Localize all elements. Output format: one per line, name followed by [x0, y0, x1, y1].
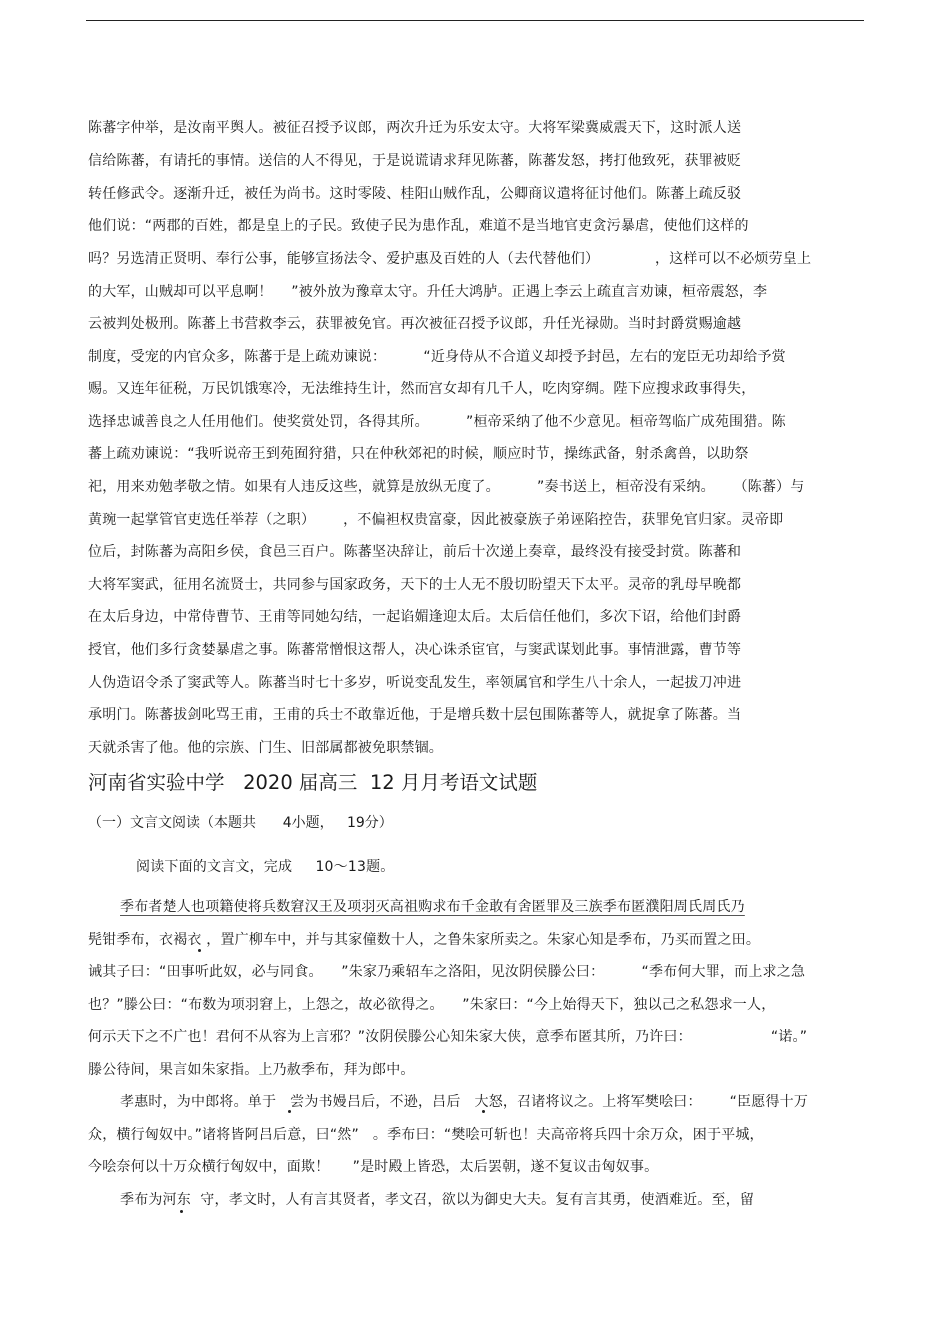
emphasis-dot: [288, 1110, 291, 1113]
translation-line: 承明门。陈蕃拔剑叱骂王甫，王甫的兵士不敢靠近他，于是增兵数十层包围陈蕃等人，就捉拿了陈蕃。当: [88, 707, 742, 723]
translation-line: 吗？另选清正贤明、奉行公事，能够宣扬法令、爱护惠及百姓的人（去代替他们） ，这样可以不必烦劳皇上: [88, 251, 812, 267]
passage-line: 众，横行匈奴中。”诸将皆阿吕后意，曰“然” 。季布曰：“樊哙可斩也！夫高帝将兵四十余万众，困于平城，: [88, 1127, 764, 1143]
translation-line: 选择忠诚善良之人任用他们。使奖赏处罚，各得其所。 ”桓帝采纳了他不少意见。桓帝驾临广成苑围猎。陈: [88, 414, 786, 430]
translation-line: 天就杀害了他。他的宗族、门生、旧部属都被免职禁锢。: [88, 740, 443, 756]
passage-line: 孝惠时，为中郎将。单于 尝为书嫚吕后，不逊，吕后 大怒，召诸将议之。上将军樊哙曰： “臣愿得十万: [120, 1094, 809, 1110]
instruction: 阅读下面的文言文，完成 10～13题。: [136, 859, 395, 875]
translation-line: 黄琬一起掌管官吏选任举荐（之职） ，不偏袒权贵富豪，因此被豪族子弟诬陷控告，获罪免官归家。灵帝即: [88, 512, 784, 528]
translation-line: 云被判处极刑。陈蕃上书营救李云，获罪被免官。再次被征召授予议郎，升任光禄勋。当时封爵赏赐逾越: [88, 316, 742, 332]
translation-line: 大将军窦武，征用名流贤士，共同参与国家政务，天下的士人无不殷切盼望天下太平。灵帝的乳母早晚都: [88, 577, 742, 593]
translation-line: 的大军，山贼却可以平息啊！ ”被外放为豫章太守。升任大鸿胪。正遇上李云上疏直言劝谏，桓帝震怒，李: [88, 284, 768, 300]
emphasis-dot: [482, 1110, 485, 1113]
translation-line: 陈蕃字仲举，是汝南平舆人。被征召授予议郎，两次升迁为乐安太守。大将军梁冀威震天下，这时派人送: [88, 120, 742, 136]
translation-line: 赐。又连年征税，万民饥饿寒冷，无法维持生计，然而宫女却有几千人，吃肉穿绸。陛下应搜求政事得失，: [88, 381, 756, 397]
emphasis-dot: [198, 949, 201, 952]
section-heading: （一）文言文阅读（本题共 4小题， 19分）: [88, 815, 393, 831]
passage-line: 今哙奈何以十万众横行匈奴中，面欺！ ”是时殿上皆恐，太后罢朝，遂不复议击匈奴事。: [88, 1159, 659, 1175]
translation-line: 位后，封陈蕃为高阳乡侯，食邑三百户。陈蕃坚决辞让，前后十次递上奏章，最终没有接受封赏。陈蕃和: [88, 544, 742, 560]
exam-title: 河南省实验中学 2020 届高三 12 月月考语文试题: [88, 771, 538, 794]
translation-line: 祀，用来劝勉孝敬之情。如果有人违反这些，就算是放纵无度了。 ”奏书送上，桓帝没有采纳。 （陈蕃）与: [88, 479, 805, 495]
translation-line: 在太后身边，中常侍曹节、王甫等同她勾结，一起谄媚逢迎太后。太后信任他们，多次下诏，给他们封爵: [88, 609, 742, 625]
translation-line: 人伪造诏令杀了窦武等人。陈蕃当时七十多岁，听说变乱发生，率领属官和学生八十余人，一起拔刀冲进: [88, 675, 742, 691]
emphasis-dot: [180, 1210, 183, 1213]
translation-line: 授官，他们多行贪婪暴虐之事。陈蕃常憎恨这帮人，决心诛杀宦官，与窦武谋划此事。事情泄露，曹节等: [88, 642, 742, 658]
passage-line: 也？”滕公曰：“布数为项羽窘上，上怨之，故必欲得之。 ”朱家曰：“今上始得天下，独以己之私怨求一人，: [88, 997, 776, 1013]
translation-line: 制度，受宠的内官众多，陈蕃于是上疏劝谏说： “近身侍从不合道义却授予封邑，左右的宠臣无功却给予赏: [88, 349, 786, 365]
passage-line: 滕公待间，果言如朱家指。上乃赦季布，拜为郎中。: [88, 1062, 415, 1078]
translation-line: 信给陈蕃，有请托的事情。送信的人不得见，于是说谎请求拜见陈蕃，陈蕃发怒，拷打他致死，获罪被贬: [88, 153, 742, 169]
passage-line: 髡钳季布，衣褐衣 ，置广柳车中，并与其家僮数十人，之鲁朱家所卖之。朱家心知是季布，乃买而置之田。: [88, 932, 761, 948]
passage-line: 季布者楚人也项籍使将兵数窘汉王及项羽灭高祖购求布千金敢有舍匿罪及三族季布匿濮阳周氏周氏乃: [120, 899, 745, 915]
translation-line: 他们说：“两郡的百姓，都是皇上的子民。致使子民为患作乱，难道不是当地官吏贪污暴虐，使他们这样的: [88, 218, 749, 234]
translation-line: 转任修武令。逐渐升迁，被任为尚书。这时零陵、桂阳山贼作乱，公卿商议遣将征讨他们。陈蕃上疏反驳: [88, 186, 742, 202]
passage-line: 季布为河东 守，孝文时，人有言其贤者，孝文召，欲以为御史大夫。复有言其勇，使酒难近。至，留: [120, 1192, 755, 1208]
passage-line: 何示天下之不广也！君何不从容为上言邪？”汝阴侯滕公心知朱家大侠，意季布匿其所，乃许曰： “诺。”: [88, 1029, 808, 1045]
translation-line: 蕃上疏劝谏说：“我听说帝王到苑囿狩猎，只在仲秋郊祀的时候，顺应时节，操练武备，射杀禽兽，以助祭: [88, 446, 749, 462]
header-rule: [86, 20, 864, 21]
passage-line: 诫其子曰：“田事听此奴，必与同食。 ”朱家乃乘轺车之洛阳，见汝阴侯滕公曰： “季布何大罪，而上求之急: [88, 964, 806, 980]
